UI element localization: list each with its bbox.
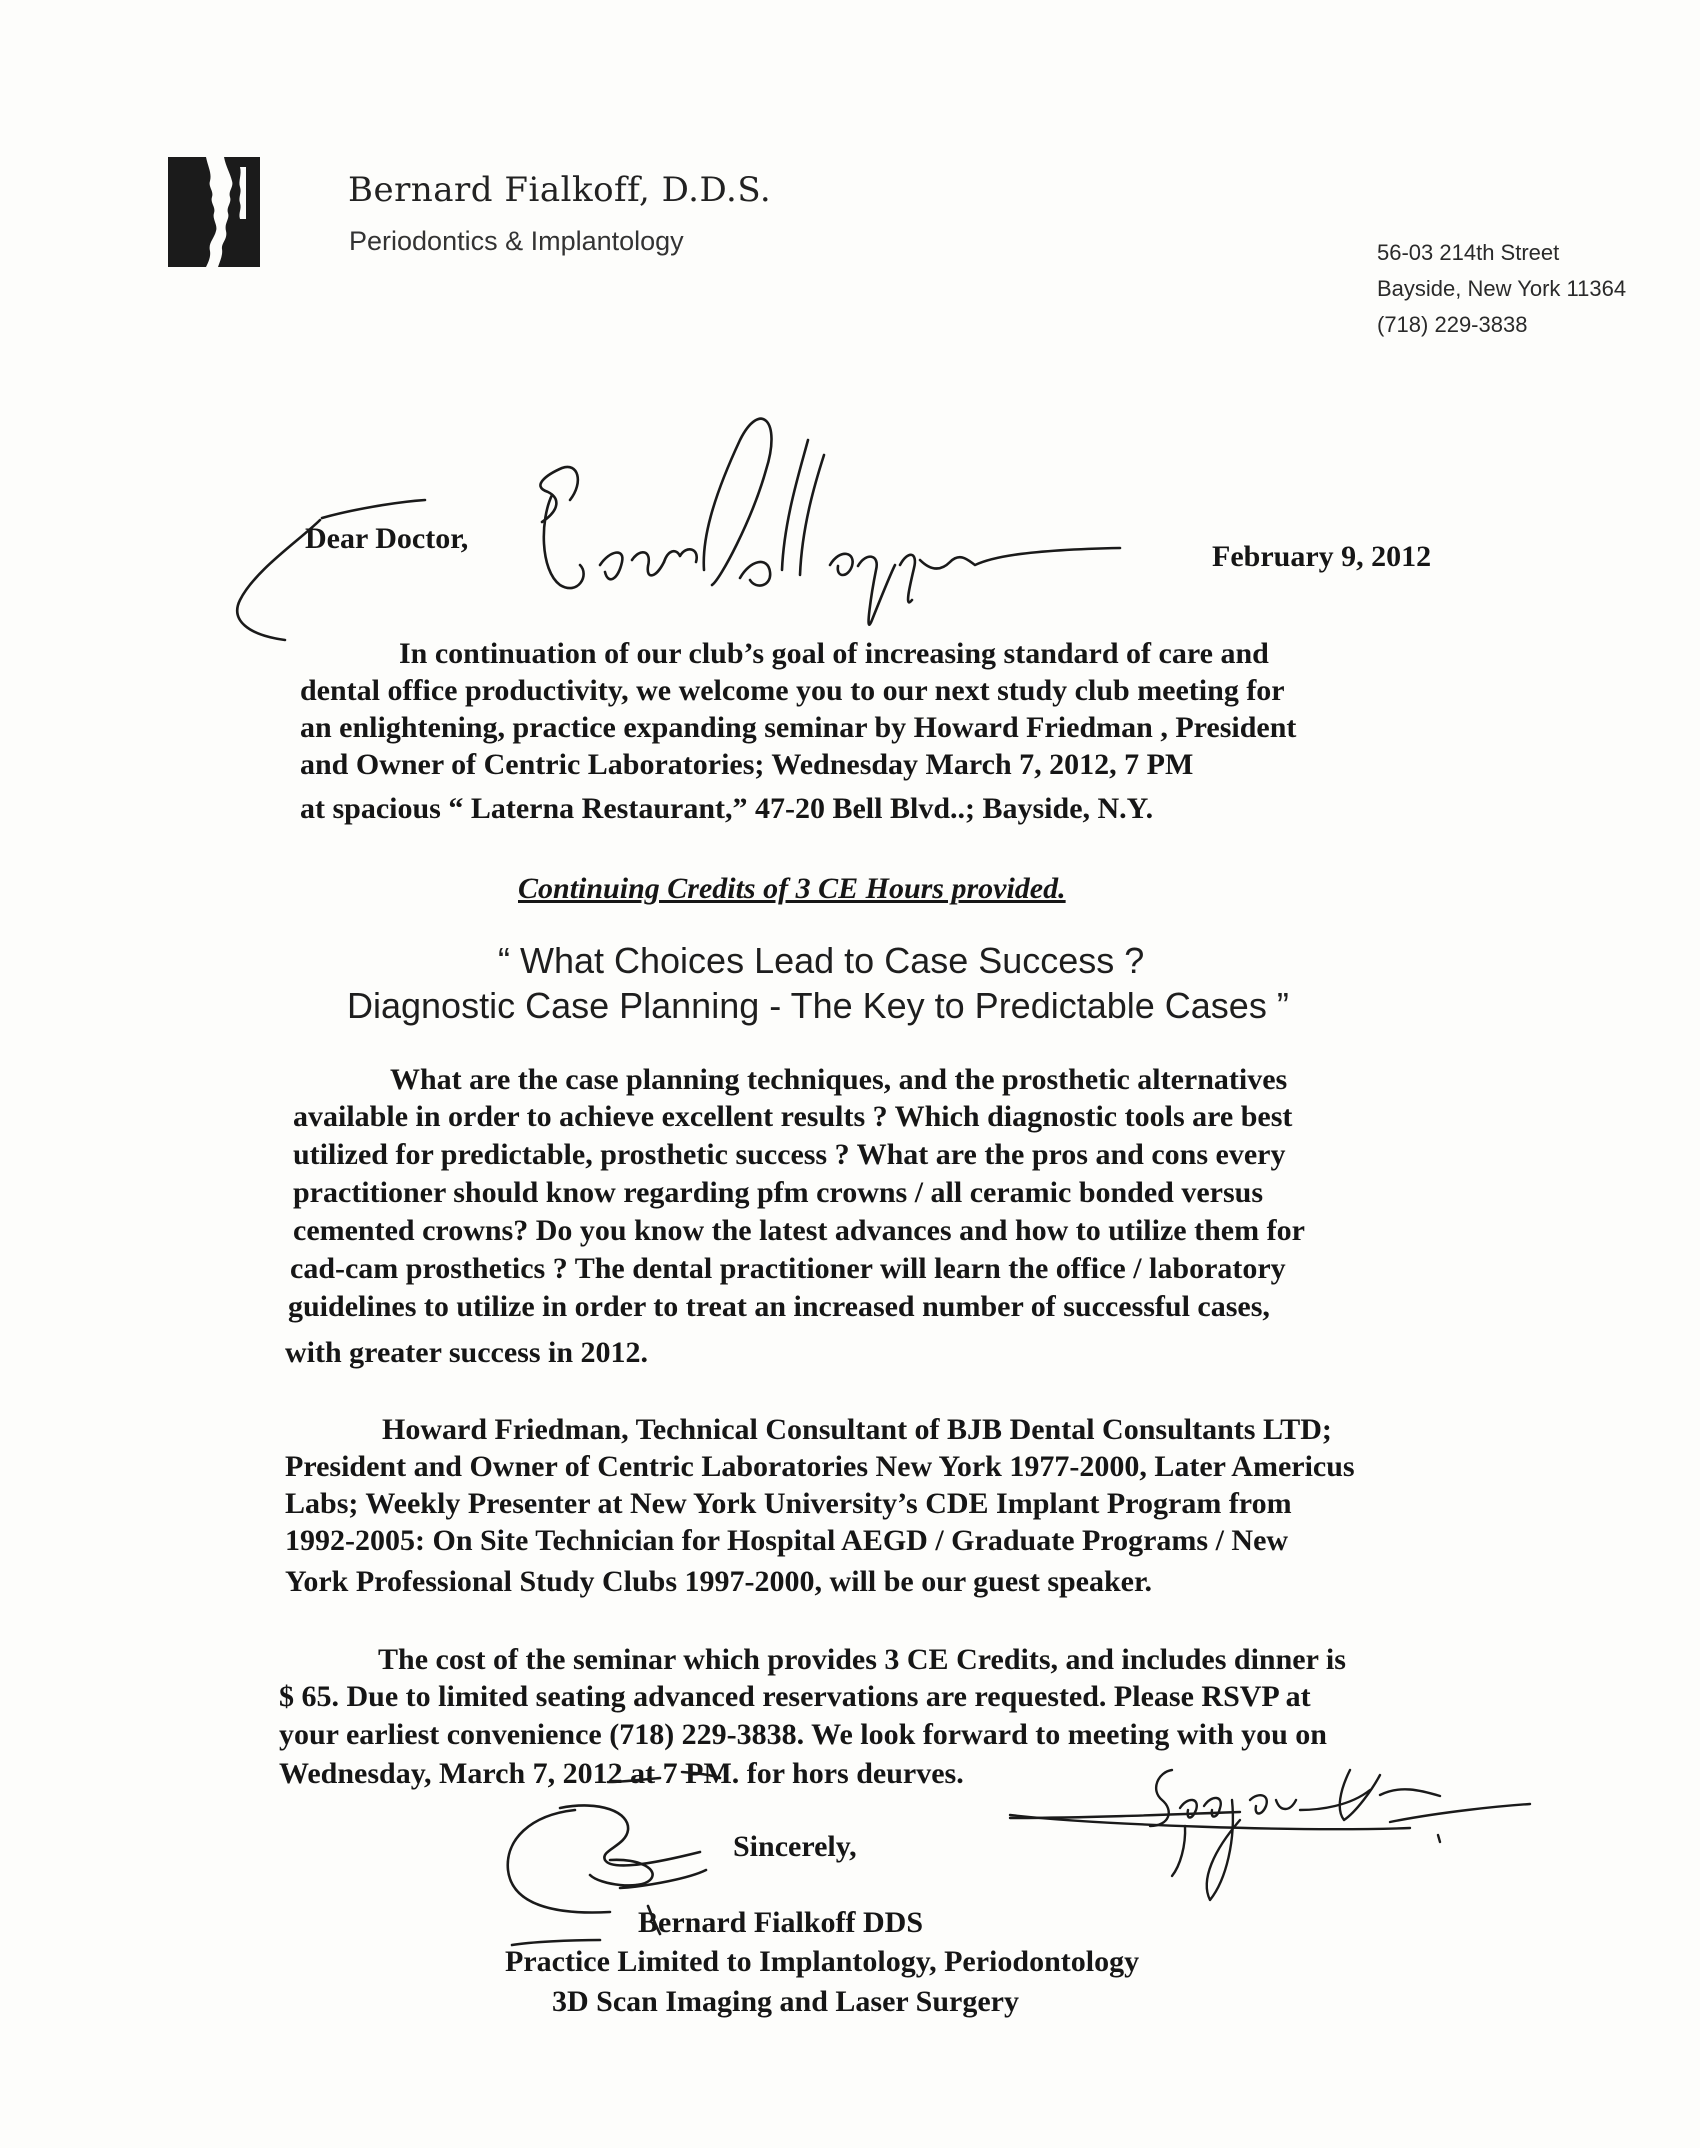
intro-line: In continuation of our club’s goal of increasing standard of care and bbox=[399, 637, 1269, 670]
doctor-name: Bernard Fialkoff, D.D.S. bbox=[348, 170, 772, 210]
signatory-name: Bernard Fialkoff DDS bbox=[638, 1906, 923, 1939]
handwritten-note bbox=[1010, 1770, 1530, 1900]
speaker-line: York Professional Study Clubs 1997-2000, will be our guest speaker. bbox=[285, 1565, 1153, 1598]
salutation: Dear Doctor, bbox=[305, 522, 469, 555]
cost-line: The cost of the seminar which provides 3 CE Credits, and includes dinner is bbox=[378, 1643, 1346, 1676]
intro-line: dental office productivity, we welcome you to our next study club meeting for bbox=[300, 674, 1285, 707]
questions-line: utilized for predictable, prosthetic success ? What are the pros and cons every bbox=[293, 1138, 1286, 1171]
intro-line: and Owner of Centric Laboratories; Wednesday March 7, 2012, 7 PM bbox=[300, 748, 1194, 781]
questions-line: with greater success in 2012. bbox=[285, 1336, 649, 1369]
signatory-title-line-2: 3D Scan Imaging and Laser Surgery bbox=[552, 1985, 1019, 2018]
practice-specialty: Periodontics & Implantology bbox=[349, 226, 684, 256]
address-street: 56-03 214th Street bbox=[1377, 240, 1560, 265]
intro-line: at spacious “ Laterna Restaurant,” 47-20 Bell Blvd..; Bayside, N.Y. bbox=[300, 792, 1154, 825]
cost-line: your earliest convenience (718) 229-3838. We look forward to meeting with you on bbox=[279, 1718, 1327, 1751]
cost-line: Wednesday, March 7, 2012 at 7 PM. for hors deurves. bbox=[279, 1757, 964, 1790]
ce-credits-notice: Continuing Credits of 3 CE Hours provided. bbox=[518, 872, 1066, 905]
speaker-line: Labs; Weekly Presenter at New York University’s CDE Implant Program from bbox=[285, 1487, 1292, 1520]
practice-logo-icon bbox=[168, 157, 260, 267]
cost-line: $ 65. Due to limited seating advanced reservations are requested. Please RSVP at bbox=[279, 1680, 1311, 1713]
questions-line: What are the case planning techniques, and the prosthetic alternatives bbox=[390, 1063, 1288, 1096]
letter-date: February 9, 2012 bbox=[1212, 540, 1432, 573]
questions-line: cemented crowns? Do you know the latest advances and how to utilize them for bbox=[293, 1214, 1305, 1247]
speaker-line: Howard Friedman, Technical Consultant of BJB Dental Consultants LTD; bbox=[382, 1413, 1332, 1446]
intro-line: an enlightening, practice expanding seminar by Howard Friedman , President bbox=[300, 711, 1297, 744]
seminar-title-line-1: “ What Choices Lead to Case Success ? bbox=[498, 940, 1145, 981]
questions-line: available in order to achieve excellent results ? Which diagnostic tools are best bbox=[293, 1100, 1293, 1133]
questions-line: cad-cam prosthetics ? The dental practitioner will learn the office / laboratory bbox=[290, 1252, 1286, 1285]
address-phone: (718) 229-3838 bbox=[1377, 312, 1528, 337]
practice-address bbox=[1377, 235, 1626, 343]
speaker-line: 1992-2005: On Site Technician for Hospital AEGD / Graduate Programs / New bbox=[285, 1524, 1289, 1557]
questions-line: guidelines to utilize in order to treat an increased number of successful cases, bbox=[288, 1290, 1270, 1323]
questions-line: practitioner should know regarding pfm crowns / all ceramic bonded versus bbox=[293, 1176, 1264, 1209]
speaker-line: President and Owner of Centric Laboratories New York 1977-2000, Later Americus bbox=[285, 1450, 1355, 1483]
signatory-title-line-1: Practice Limited to Implantology, Periodontology bbox=[505, 1945, 1140, 1978]
closing: Sincerely, bbox=[733, 1830, 857, 1863]
address-city: Bayside, New York 11364 bbox=[1377, 276, 1627, 301]
seminar-title-line-2: Diagnostic Case Planning - The Key to Predictable Cases ” bbox=[347, 985, 1289, 1026]
